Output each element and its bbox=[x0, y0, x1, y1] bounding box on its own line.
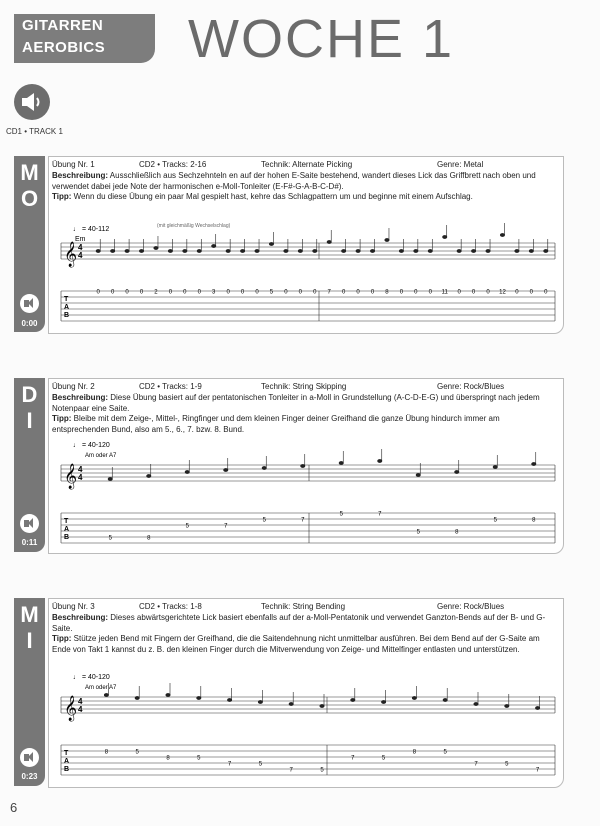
tip-label: Tipp: bbox=[52, 414, 72, 423]
day-tab bbox=[14, 598, 45, 786]
tab-number: 7 bbox=[535, 767, 540, 774]
audio-time: 0:11 bbox=[21, 538, 38, 547]
tab-number: 0 bbox=[457, 289, 461, 296]
exercise-tracks: CD2 • Tracks: 1-8 bbox=[139, 602, 202, 611]
note-head bbox=[185, 470, 189, 473]
note-head bbox=[370, 249, 374, 252]
exercise-panel bbox=[48, 156, 564, 334]
tab-number: 0 bbox=[139, 289, 144, 296]
tab-number: 0 bbox=[515, 289, 519, 296]
tab-number: 5 bbox=[262, 517, 266, 524]
staff bbox=[61, 465, 555, 481]
note-head bbox=[399, 249, 403, 252]
tab-number: 0 bbox=[110, 289, 115, 296]
note-head bbox=[154, 246, 158, 249]
note-head bbox=[351, 698, 355, 701]
time-sig-bottom: 4 bbox=[78, 251, 83, 260]
exercise-panel bbox=[48, 598, 564, 788]
note-head bbox=[378, 459, 382, 462]
tab-number: 8 bbox=[455, 529, 459, 536]
note-head bbox=[327, 240, 331, 243]
tab-number: 7 bbox=[301, 517, 305, 524]
svg-text:B: B bbox=[64, 534, 70, 541]
note-head bbox=[532, 462, 536, 465]
tab-numbers bbox=[105, 750, 540, 774]
speaker-icon[interactable] bbox=[14, 84, 50, 120]
note-head bbox=[385, 238, 389, 241]
tab-number: 0 bbox=[255, 289, 259, 296]
note-head bbox=[455, 470, 459, 473]
tab-number: 0 bbox=[544, 289, 548, 296]
audio-speaker-icon[interactable] bbox=[20, 748, 39, 767]
tab-number: 5 bbox=[135, 749, 139, 756]
exercise-description bbox=[52, 393, 552, 435]
tab-number: 5 bbox=[443, 749, 447, 756]
note-head bbox=[486, 249, 490, 252]
note-head bbox=[443, 235, 447, 238]
tab-number: 8 bbox=[412, 749, 417, 756]
tab-number: 0 bbox=[341, 289, 346, 296]
tab-number: 5 bbox=[416, 529, 420, 536]
audio-time: 0:00 bbox=[21, 319, 38, 328]
desc-text: Dieses abwärtsgerichtete Lick basiert ebenfalls auf der a-Moll-Pentatonik und verwendet Ganzton-Bends auf der B- und G-Saite. bbox=[52, 613, 546, 633]
svg-text:T: T bbox=[64, 296, 69, 303]
exercise-genre: Genre: Rock/Blues bbox=[437, 382, 505, 391]
note-head bbox=[258, 700, 262, 703]
note-head bbox=[110, 249, 114, 252]
tab-number: 5 bbox=[493, 517, 497, 524]
section-tuesday bbox=[14, 378, 564, 554]
tab-number: 7 bbox=[474, 761, 478, 768]
exercise-technique: Technik: String Bending bbox=[261, 602, 346, 611]
tab-number: 8 bbox=[147, 535, 151, 542]
note-head bbox=[168, 249, 172, 252]
note-head bbox=[544, 249, 548, 252]
tab-staff bbox=[61, 291, 555, 321]
exercise-tracks: CD2 • Tracks: 1-9 bbox=[139, 382, 202, 391]
notation-3 bbox=[57, 671, 557, 783]
note-head bbox=[240, 249, 244, 252]
exercise-technique: Technik: String Skipping bbox=[261, 382, 347, 391]
note-head bbox=[197, 249, 201, 252]
note-head bbox=[255, 249, 259, 252]
tab-number: 0 bbox=[356, 289, 360, 296]
chord-label: Am oder A7 bbox=[85, 685, 117, 691]
exercise-tracks: CD2 • Tracks: 2-16 bbox=[139, 160, 207, 169]
note-head bbox=[284, 249, 288, 252]
note-head bbox=[535, 706, 539, 709]
tab-number: 5 bbox=[339, 511, 343, 518]
exercise-number: Übung Nr. 2 bbox=[52, 382, 95, 391]
tab-number: 0 bbox=[471, 289, 476, 296]
svg-text:4: 4 bbox=[78, 705, 83, 714]
tab-number: 8 bbox=[104, 749, 109, 756]
note-head bbox=[96, 249, 100, 252]
tab-number: 0 bbox=[284, 289, 288, 296]
section-wednesday bbox=[14, 598, 564, 788]
desc-text: Diese Übung basiert auf der pentatonischen Tonleiter in a-Moll in Grundstellung (A-C-D-E-G) und überspringt nach jedem Notenpaar eine Saite. bbox=[52, 393, 540, 413]
svg-text:T: T bbox=[64, 518, 69, 525]
note-head bbox=[443, 698, 447, 701]
notation-2 bbox=[57, 439, 557, 551]
svg-text:B: B bbox=[64, 766, 70, 773]
day-tab bbox=[14, 378, 45, 552]
tab-number: 7 bbox=[224, 523, 228, 530]
exercise-panel bbox=[48, 378, 564, 554]
exercise-number: Übung Nr. 3 bbox=[52, 602, 95, 611]
tab-number: 7 bbox=[289, 767, 293, 774]
audio-speaker-icon[interactable] bbox=[20, 294, 39, 313]
note-head bbox=[416, 473, 420, 476]
tab-number: 7 bbox=[378, 511, 382, 518]
day-letter-2: I bbox=[26, 628, 33, 653]
exercise-genre: Genre: Metal bbox=[437, 160, 484, 169]
tab-number: 0 bbox=[313, 289, 317, 296]
note-head bbox=[529, 249, 533, 252]
tab-number: 5 bbox=[505, 761, 509, 768]
svg-text:B: B bbox=[64, 312, 70, 319]
note-head bbox=[515, 249, 519, 252]
chord-label: Em bbox=[75, 236, 86, 243]
svg-text:4: 4 bbox=[78, 465, 83, 474]
tab-number: 7 bbox=[351, 755, 355, 762]
note-head bbox=[341, 249, 345, 252]
note-head bbox=[135, 696, 139, 699]
tab-number: 2 bbox=[154, 289, 158, 296]
page-title: WOCHE 1 bbox=[188, 9, 455, 69]
day-letter-1: D bbox=[21, 382, 38, 407]
note-head bbox=[428, 249, 432, 252]
svg-text:A: A bbox=[64, 526, 70, 533]
staff bbox=[61, 243, 555, 259]
svg-text:4: 4 bbox=[78, 697, 83, 706]
note-head bbox=[313, 249, 317, 252]
note-head bbox=[147, 474, 151, 477]
section-monday bbox=[14, 156, 564, 334]
svg-text:A: A bbox=[64, 758, 70, 765]
tab-number: 8 bbox=[532, 517, 536, 524]
exercise-description bbox=[52, 171, 552, 203]
treble-clef: 𝄞 bbox=[64, 464, 78, 489]
note-head bbox=[339, 461, 343, 464]
staff bbox=[61, 697, 555, 713]
tab-number: 5 bbox=[320, 767, 324, 774]
tab-number: 0 bbox=[428, 289, 432, 296]
treble-clef: 𝄞 bbox=[64, 696, 78, 721]
time-sig-top: 4 bbox=[78, 243, 83, 252]
tab-number: 8 bbox=[166, 755, 170, 762]
note-head bbox=[414, 249, 418, 252]
tab-number: 5 bbox=[381, 755, 386, 762]
tip-label: Tipp: bbox=[52, 634, 72, 643]
exercise-genre: Genre: Rock/Blues bbox=[437, 602, 505, 611]
tab-number: 5 bbox=[185, 523, 189, 530]
note-head bbox=[412, 696, 416, 699]
note-head bbox=[108, 477, 112, 480]
svg-text:T: T bbox=[64, 750, 69, 757]
treble-clef: 𝄞 bbox=[64, 242, 78, 267]
tip-label: Tipp: bbox=[52, 192, 72, 201]
note-head bbox=[227, 698, 231, 701]
day-letter-2: I bbox=[26, 408, 33, 433]
note-head bbox=[471, 249, 475, 252]
note-head bbox=[197, 696, 201, 699]
note-head bbox=[212, 244, 216, 247]
tab-number: 8 bbox=[385, 289, 389, 296]
tab-number: 7 bbox=[227, 761, 232, 768]
annotation-text: (mit gleichmäßig Wechselschlag) bbox=[157, 223, 231, 229]
chord-label: Am oder A7 bbox=[85, 453, 117, 459]
tempo-mark: ♩ = 40-112 bbox=[73, 226, 110, 233]
note-head bbox=[457, 249, 461, 252]
note-head bbox=[505, 704, 509, 707]
tempo-mark: ♩ = 40-120 bbox=[73, 674, 110, 681]
tip-text: Stütze jeden Bend mit Fingern der Greifhand, die die Saitendehnung nicht unmittelbar ausführen. Bei dem Bend auf der G-Saite am Ende von Takt 1 kannst du z. B. den kleinen Finger durch die Mitverwendung von Zeige- und Mittelfinger entlasten und unterstützen. bbox=[52, 634, 540, 654]
tempo-mark: ♩ = 40-120 bbox=[73, 442, 110, 449]
exercise-number: Übung Nr. 1 bbox=[52, 160, 95, 169]
note-head bbox=[301, 464, 305, 467]
page-number: 6 bbox=[10, 800, 18, 815]
note-head bbox=[226, 249, 230, 252]
note-head bbox=[298, 249, 302, 252]
brand-line2: AEROBICS bbox=[22, 39, 106, 56]
tab-number: 5 bbox=[269, 289, 274, 296]
day-letter-2: O bbox=[20, 186, 39, 211]
day-letter-1: M bbox=[20, 602, 39, 627]
tab-number: 5 bbox=[258, 761, 263, 768]
tab-number: 0 bbox=[399, 289, 404, 296]
note-head bbox=[139, 249, 143, 252]
desc-label: Beschreibung: bbox=[52, 613, 109, 622]
svg-text:A: A bbox=[64, 304, 70, 311]
note-head bbox=[269, 242, 273, 245]
tab-number: 3 bbox=[212, 289, 216, 296]
tab-number: 11 bbox=[441, 289, 448, 296]
audio-speaker-icon[interactable] bbox=[20, 514, 39, 533]
note-head bbox=[320, 704, 324, 707]
day-letter-1: M bbox=[20, 160, 39, 185]
tab-number: 5 bbox=[197, 755, 201, 762]
tab-staff bbox=[61, 513, 555, 543]
tip-text: Wenn du diese Übung ein paar Mal gespielt hast, kehre das Schlagpattern um und beginne mit einem Aufschlag. bbox=[73, 192, 473, 201]
note-head bbox=[381, 700, 385, 703]
desc-label: Beschreibung: bbox=[52, 171, 109, 180]
tab-number: 0 bbox=[197, 289, 201, 296]
tab-number: 12 bbox=[499, 289, 506, 296]
note-head bbox=[289, 702, 293, 705]
note-head bbox=[183, 249, 187, 252]
day-tab bbox=[14, 156, 45, 332]
note-head bbox=[356, 249, 360, 252]
tab-number: 0 bbox=[168, 289, 173, 296]
note-head bbox=[500, 233, 504, 236]
audio-time: 0:23 bbox=[21, 772, 38, 781]
tab-number: 0 bbox=[298, 289, 303, 296]
note-head bbox=[493, 465, 497, 468]
note-head bbox=[125, 249, 129, 252]
tip-text: Bleibe mit dem Zeige-, Mittel-, Ringfinger und dem kleinen Finger deiner Greifhand die ganze Übung hindurch immer am entsprechenden Bund, also am 5., 6., 7. bzw. 8. Bund. bbox=[52, 414, 500, 434]
desc-text: Ausschließlich aus Sechzehnteln en auf der hohen E-Saite bestehend, wandert dieses Lick das Griffbrett nach oben und verwendet dabei jede Note der harmonischen e-Moll-Tonleiter (E-F#-G-A-B-C-D#). bbox=[52, 171, 536, 191]
tab-number: 0 bbox=[96, 289, 100, 296]
notation-1 bbox=[57, 217, 557, 329]
desc-label: Beschreibung: bbox=[52, 393, 109, 402]
tab-number: 5 bbox=[108, 535, 112, 542]
tab-number: 0 bbox=[370, 289, 375, 296]
tab-number: 0 bbox=[486, 289, 490, 296]
note-head bbox=[224, 468, 228, 471]
exercise-description bbox=[52, 613, 552, 655]
exercise-technique: Technik: Alternate Picking bbox=[261, 160, 353, 169]
tab-number: 0 bbox=[240, 289, 245, 296]
brand-line1: GITARREN bbox=[22, 17, 104, 34]
note-group bbox=[104, 683, 540, 710]
tab-number: 0 bbox=[529, 289, 534, 296]
tab-number: 0 bbox=[125, 289, 129, 296]
note-head bbox=[474, 702, 478, 705]
intro-cd-label: CD1 • TRACK 1 bbox=[6, 127, 63, 136]
tab-number: 0 bbox=[183, 289, 187, 296]
note-head bbox=[262, 466, 266, 469]
note-head bbox=[104, 693, 108, 696]
note-head bbox=[166, 693, 170, 696]
tab-number: 0 bbox=[226, 289, 230, 296]
tab-number: 0 bbox=[414, 289, 418, 296]
tab-number: 7 bbox=[327, 289, 331, 296]
tab-numbers bbox=[97, 290, 549, 296]
svg-text:4: 4 bbox=[78, 473, 83, 482]
